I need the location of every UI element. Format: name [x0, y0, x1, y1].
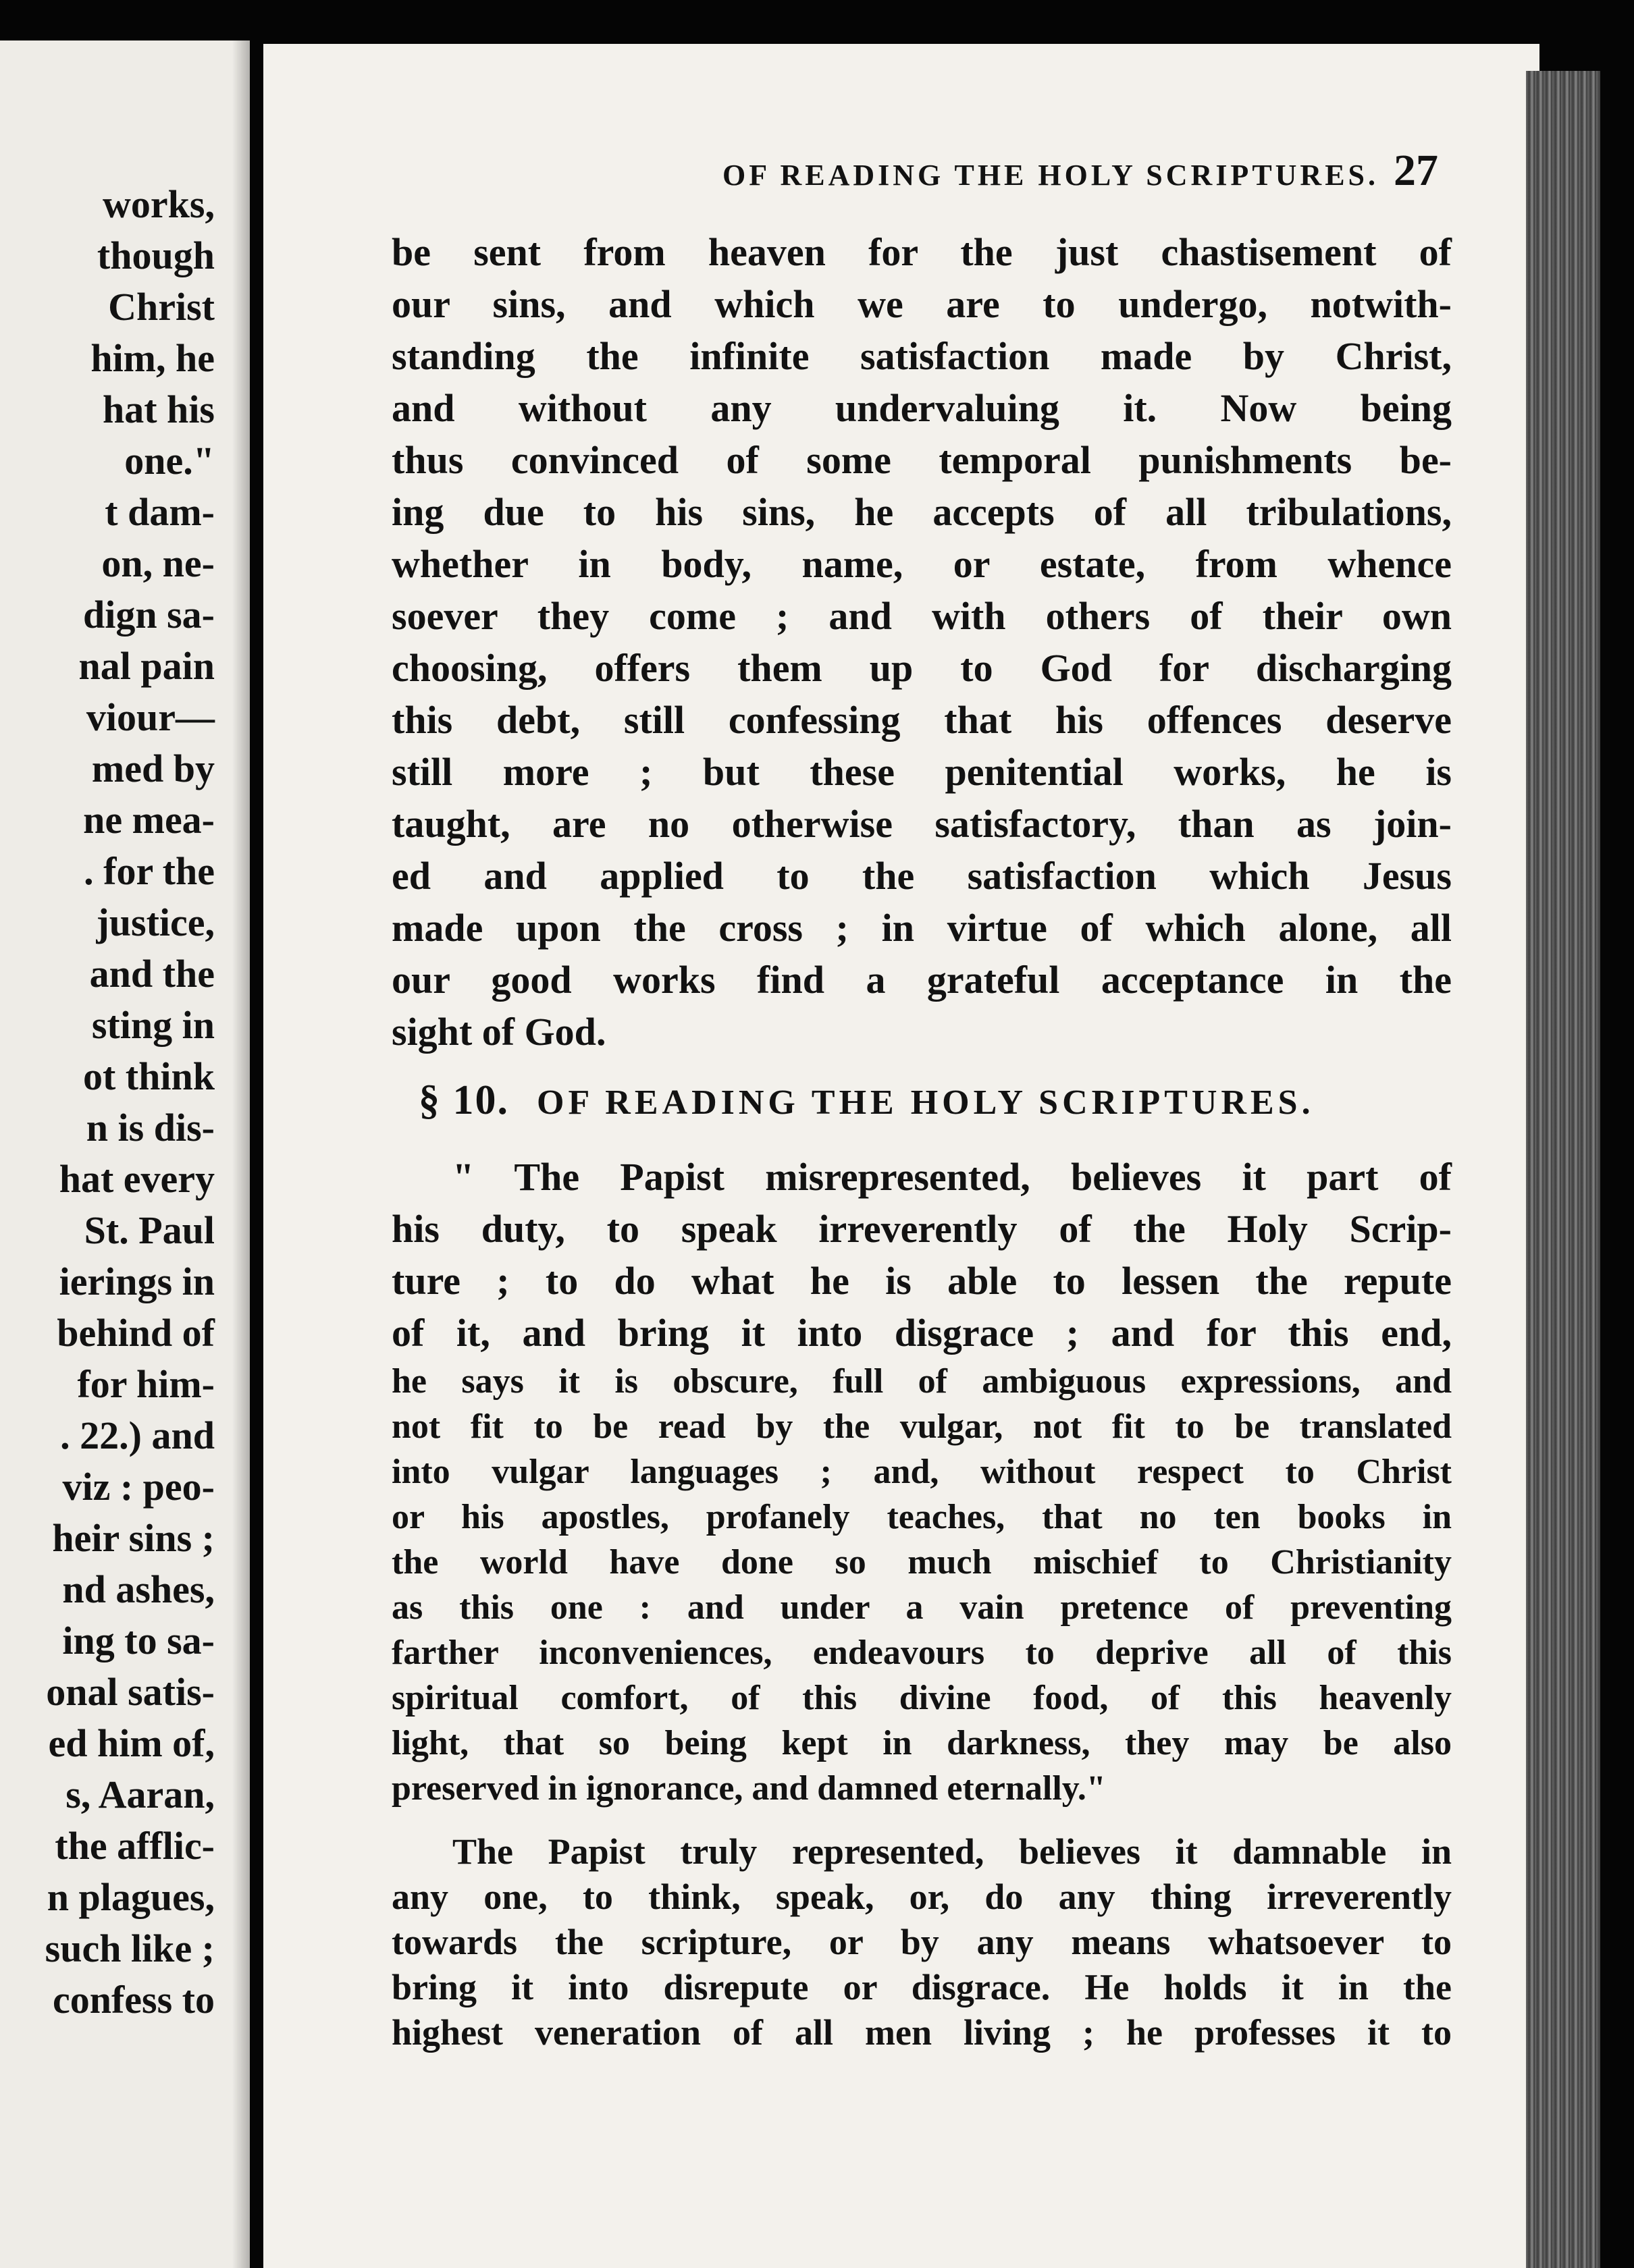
text-line: ing due to his sins, he accepts of all tribulations,: [392, 490, 1452, 534]
text-line: he says it is obscure, full of ambiguous expressions, and: [392, 1362, 1452, 1401]
left-page-text: [45, 179, 215, 2026]
left-page-line: ierings in: [59, 1260, 215, 1303]
left-page-line: such like ;: [45, 1926, 215, 1970]
text-line: into vulgar languages ; and, without respect to Christ: [392, 1453, 1452, 1491]
left-page-line: works,: [103, 182, 215, 226]
left-page-line: St. Paul: [84, 1208, 215, 1252]
left-page-line: . for the: [84, 849, 215, 893]
left-page-line: viour—: [86, 695, 215, 739]
left-page-line: n is dis-: [86, 1106, 215, 1150]
text-line: our good works find a grateful acceptance in the: [392, 958, 1452, 1002]
text-line: thus convinced of some temporal punishments be-: [392, 438, 1452, 482]
text-line: not fit to be read by the vulgar, not fit to be translated: [392, 1407, 1452, 1446]
text-line: or his apostles, profanely teaches, that no ten books in: [392, 1498, 1452, 1536]
left-page-line: him, he: [90, 336, 215, 380]
text-line: soever they come ; and with others of their own: [392, 594, 1452, 638]
left-page-line: . 22.) and: [60, 1413, 215, 1457]
text-line: whether in body, name, or estate, from whence: [392, 542, 1452, 586]
left-page-line: Christ: [108, 285, 215, 329]
left-page: [0, 40, 250, 2268]
text-line: be sent from heaven for the just chastisement of: [392, 230, 1452, 274]
left-page-line: dign sa-: [82, 593, 215, 637]
left-page-line: sting in: [91, 1003, 215, 1047]
left-page-line: ot think: [82, 1054, 215, 1098]
left-page-line: for him-: [77, 1362, 215, 1406]
paragraph-satisfaction: [392, 226, 1452, 1058]
text-line: still more ; but these penitential works, he is: [392, 750, 1452, 794]
left-page-line: hat every: [59, 1157, 215, 1201]
right-page: [263, 44, 1539, 2268]
text-line: sight of God.: [392, 1010, 606, 1054]
text-line: standing the infinite satisfaction made by Christ,: [392, 334, 1452, 378]
left-page-line: hat his: [102, 387, 215, 431]
text-line: any one, to think, speak, or, do any thing irreverently: [392, 1877, 1452, 1917]
left-page-line: ne mea-: [83, 798, 215, 842]
left-page-line: s, Aaran,: [65, 1773, 215, 1816]
paragraph-truly-represented: [392, 1829, 1452, 2055]
left-page-line: viz : peo-: [62, 1465, 215, 1509]
text-line: this debt, still confessing that his offences deserve: [392, 698, 1452, 742]
left-page-line: one.": [124, 439, 215, 483]
left-page-line: though: [97, 234, 215, 277]
text-line: highest veneration of all men living ; he professes it to: [392, 2012, 1452, 2053]
left-page-line: the afflic-: [55, 1824, 215, 1868]
left-page-line: ing to sa-: [62, 1619, 215, 1663]
text-line: as this one : and under a vain pretence of preventing: [392, 1588, 1452, 1627]
text-line: farther inconveniences, endeavours to deprive all of this: [392, 1634, 1452, 1672]
text-line: light, that so being kept in darkness, they may be also: [392, 1724, 1452, 1762]
text-line: the world have done so much mischief to Christianity: [392, 1543, 1452, 1582]
text-line: ture ; to do what he is able to lessen the repute: [392, 1259, 1452, 1303]
left-page-line: onal satis-: [46, 1670, 215, 1714]
page-number: 27: [1394, 146, 1438, 195]
left-page-line: and the: [89, 952, 215, 996]
left-page-line: justice,: [96, 900, 215, 944]
text-line: towards the scripture, or by any means whatsoever to: [392, 1922, 1452, 1962]
left-page-line: on, ne-: [101, 541, 215, 585]
text-line: The Papist truly represented, believes it damnable in: [452, 1831, 1452, 1872]
text-line: taught, are no otherwise satisfactory, than as join-: [392, 802, 1452, 846]
book-page-edges: [1526, 71, 1600, 2268]
text-line: choosing, offers them up to God for discharging: [392, 646, 1452, 690]
section-title: OF READING THE HOLY SCRIPTURES.: [537, 1083, 1315, 1122]
left-page-line: n plagues,: [47, 1875, 215, 1919]
left-page-gutter-shadow: [232, 40, 250, 2268]
left-page-line: med by: [91, 747, 215, 790]
left-page-line: behind of: [57, 1311, 215, 1355]
text-line: preserved in ignorance, and damned eternally.": [392, 1769, 1106, 1808]
left-page-line: ed him of,: [48, 1721, 215, 1765]
left-page-line: nd ashes,: [62, 1567, 215, 1611]
text-line: " The Papist misrepresented, believes it part of: [452, 1155, 1452, 1199]
section-heading: [419, 1077, 1452, 1125]
text-line: bring it into disrepute or disgrace. He holds it in the: [392, 1967, 1452, 2007]
section-number: § 10.: [419, 1077, 509, 1123]
text-line: his duty, to speak irreverently of the Holy Scrip-: [392, 1207, 1452, 1251]
text-line: and without any undervaluing it. Now being: [392, 386, 1452, 430]
running-head: OF READING THE HOLY SCRIPTURES.: [722, 159, 1379, 192]
text-line: made upon the cross ; in virtue of which alone, all: [392, 906, 1452, 950]
text-line: our sins, and which we are to undergo, notwith-: [392, 282, 1452, 326]
text-line: ed and applied to the satisfaction which Jesus: [392, 854, 1452, 898]
left-page-line: nal pain: [78, 644, 215, 688]
left-page-line: t dam-: [105, 490, 215, 534]
paragraph-misrepresented: [392, 1151, 1452, 1811]
page-header: [493, 145, 1438, 196]
text-line: spiritual comfort, of this divine food, of this heavenly: [392, 1679, 1452, 1717]
left-page-line: heir sins ;: [52, 1516, 215, 1560]
left-page-line: confess to: [52, 1978, 215, 2022]
text-line: of it, and bring it into disgrace ; and for this end,: [392, 1311, 1452, 1355]
